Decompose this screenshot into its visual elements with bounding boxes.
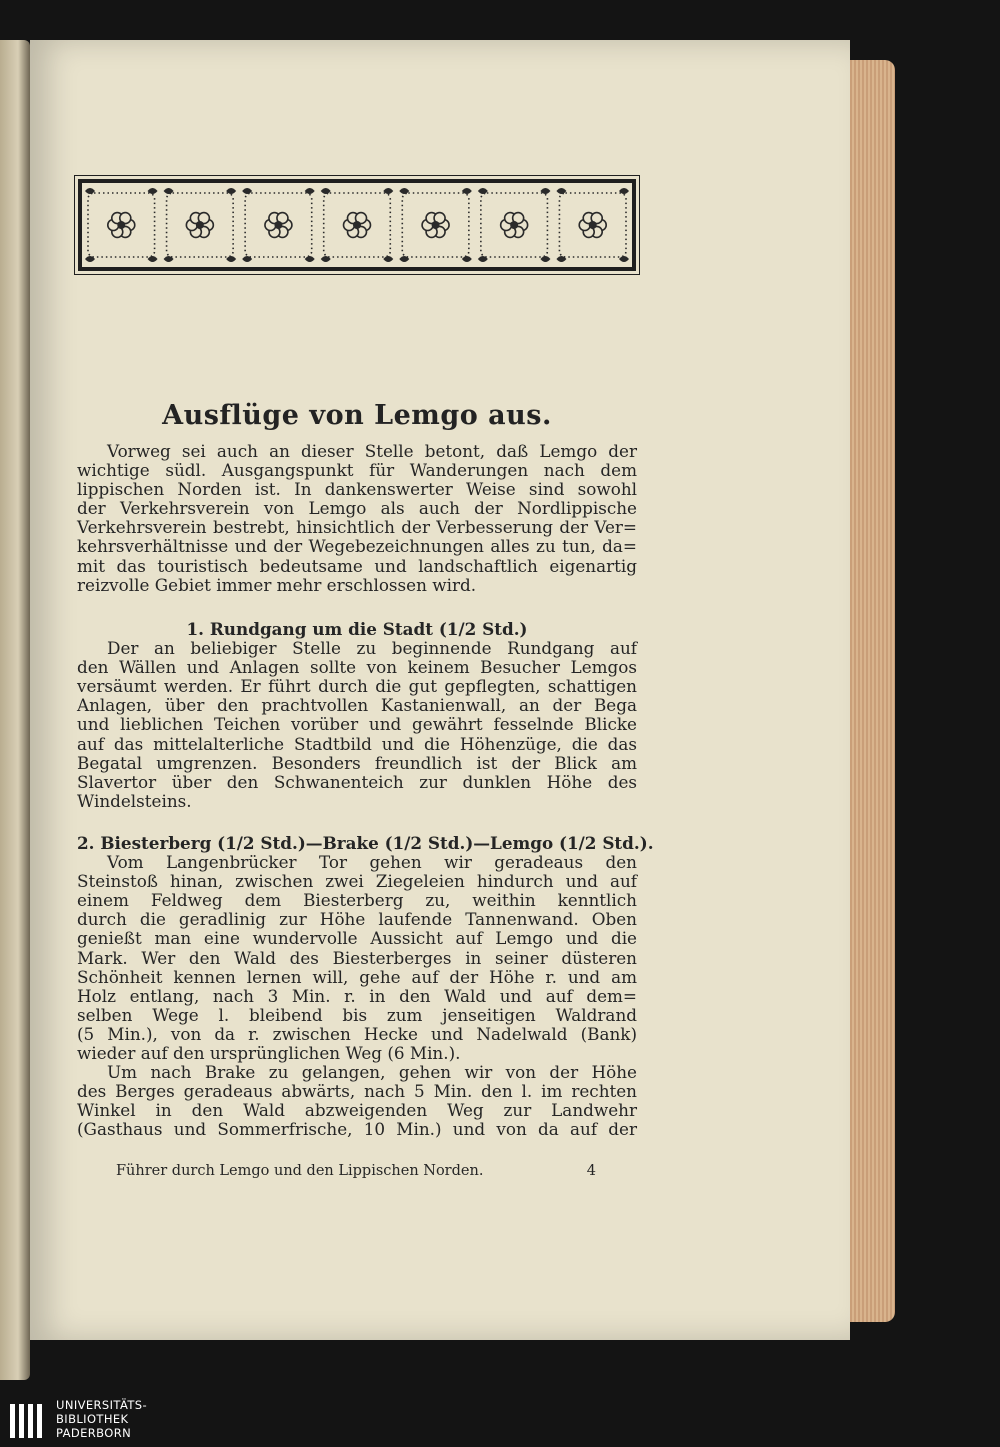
text-line: Um nach Brake zu gelangen, gehen wir von der Höhe [107,1062,637,1083]
text-line: genießt man eine wundervolle Aussicht auf Lemgo und die [77,928,637,949]
text-line: der Verkehrsverein von Lemgo als auch der Nordlippische [77,498,637,519]
text-line: durch die geradlinig zur Höhe laufende Tannenwand. Oben [77,909,637,930]
intro-paragraph [77,442,637,595]
library-name-line: PADERBORN [56,1426,132,1440]
text-line: kehrsverhältnisse und der Wegebezeichnungen alles zu tun, da= [77,536,637,557]
library-emblem-icon [8,1400,48,1442]
text-line: reizvolle Gebiet immer mehr erschlossen wird. [77,574,477,595]
text-line: Windelsteins. [77,790,192,811]
text-line: (Gasthaus und Sommerfrische, 10 Min.) und von da auf der [77,1119,637,1140]
text-line: Der an beliebiger Stelle zu beginnende Rundgang auf [107,638,637,659]
text-line: Begatal umgrenzen. Besonders freundlich ist der Blick am [77,752,637,773]
left-page-edge [0,40,30,1380]
library-name-line: UNIVERSITÄTS- [56,1398,148,1412]
text-line: Holz entlang, nach 3 Min. r. in den Wald und auf dem= [77,985,637,1006]
library-logo [4,1396,164,1444]
text-line: wichtige südl. Ausgangspunkt für Wanderungen nach dem [77,460,637,481]
text-line: Verkehrsverein bestrebt, hinsichtlich der Verbesserung der Ver= [77,517,637,538]
text-line: Mark. Wer den Wald des Biesterberges in seiner düsteren [77,947,637,968]
text-line: und lieblichen Teichen vorüber und gewährt fesselnde Blicke [77,714,637,735]
text-line: einem Feldweg dem Biesterberg zu, weithin kenntlich [77,890,637,911]
decorative-border-ornament [78,179,636,271]
text-line: Winkel in den Wald abzweigenden Weg zur Landwehr [77,1100,637,1121]
page-footer [116,1163,636,1179]
text-line: lippischen Norden ist. In dankenswerter Weise sind sowohl [77,479,637,500]
text-line: Vom Langenbrücker Tor gehen wir geradeaus den [107,852,637,873]
text-line: Schönheit kennen lernen will, gehe auf der Höhe r. und am [77,966,637,987]
book-page [30,40,850,1340]
text-line: selben Wege l. bleibend bis zum jenseitigen Waldrand [77,1004,637,1025]
section-heading: 1. Rundgang um die Stadt (1/2 Std.) [186,619,528,639]
text-line: Steinstoß hinan, zwischen zwei Ziegeleien hindurch und auf [77,871,637,892]
signature-mark: 4 [586,1163,596,1179]
text-line: (5 Min.), von da r. zwischen Hecke und Nadelwald (Bank) [77,1023,637,1044]
text-line: Anlagen, über den prachtvollen Kastanienwall, an der Bega [77,695,637,716]
library-name-line: BIBLIOTHEK [56,1412,129,1426]
text-line: des Berges geradeaus abwärts, nach 5 Min. den l. im rechten [77,1081,637,1102]
section-heading: 2. Biesterberg (1/2 Std.)—Brake (1/2 Std.)—Lemgo (1/2 Std.). [77,833,654,853]
section-2 [77,833,654,1140]
text-line: mit das touristisch bedeutsame und landschaftlich eigenartig [77,555,637,576]
text-line: den Wällen und Anlagen sollte von keinem Besucher Lemgos [77,657,637,678]
text-line: Vorweg sei auch an dieser Stelle betont, daß Lemgo der [107,441,637,461]
page-title: Ausflüge von Lemgo aus. [162,400,552,431]
section-1 [77,620,637,811]
running-title: Führer durch Lemgo und den Lippischen Norden. [116,1163,484,1179]
text-line: wieder auf den ursprünglichen Weg (6 Min.). [77,1043,461,1064]
text-line: Slavertor über den Schwanenteich zur dunklen Höhe des [77,771,637,792]
text-line: auf das mittelalterliche Stadtbild und die Höhenzüge, die das [77,733,637,754]
text-line: versäumt werden. Er führt durch die gut gepflegten, schattigen [77,676,637,697]
library-name [56,1398,147,1440]
